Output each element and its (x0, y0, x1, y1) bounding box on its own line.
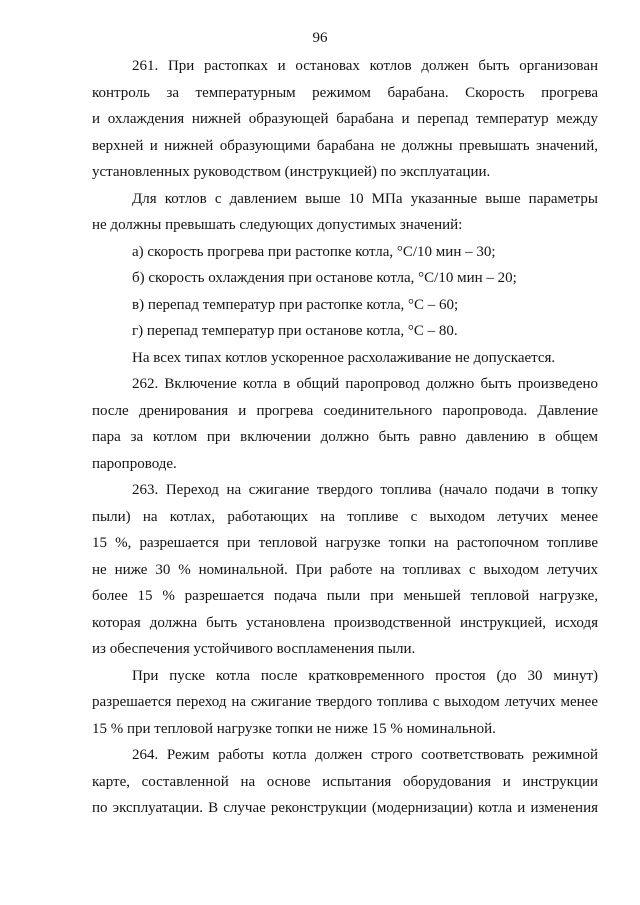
list-item-a (92, 239, 598, 266)
text-line: 262. Включение котла в общий паропровод должно быть произведено (132, 376, 598, 392)
text-line: а) скорость прогрева при растопке котла, °С/10 мин – 30; (132, 243, 496, 260)
text-line: г) перепад температур при останове котла, °С – 80. (132, 323, 458, 339)
list-item-g (92, 318, 598, 345)
text-line: 264. Режим работы котла должен строго соответствовать режимной (132, 747, 598, 763)
text-line: более 15 % разрешается подача пыли при меньшей тепловой нагрузке, (92, 588, 598, 604)
text-line: Для котлов с давлением выше 10 МПа указанные выше параметры (132, 190, 598, 207)
paragraph-263 (92, 477, 598, 663)
text-line: 15 %, разрешается при тепловой нагрузке топки на растопочном топливе (92, 535, 598, 551)
paragraph-261 (92, 53, 598, 186)
text-line: разрешается переход на сжигание твердого топлива с выходом летучих менее (92, 694, 598, 710)
paragraph-cooldown-note (92, 345, 598, 372)
text-line: которая должна быть установлена производственной инструкцией, исходя (92, 614, 598, 631)
page-number: 96 (312, 30, 328, 46)
text-line: в) перепад температур при растопке котла, °С – 60; (132, 296, 459, 313)
text-line: верхней и нижней образующими барабана не должны превышать значений, (92, 137, 598, 154)
page-body (92, 53, 598, 822)
text-line: 263. Переход на сжигание твердого топлива (начало подачи в топку (132, 482, 598, 498)
text-line: При пуске котла после кратковременного простоя (до 30 минут) (132, 667, 598, 684)
paragraph-264 (92, 742, 598, 822)
paragraph-short-downtime (92, 663, 598, 743)
text-line: б) скорость охлаждения при останове котла, °С/10 мин – 20; (132, 270, 517, 286)
paragraph-limits-intro (92, 186, 598, 239)
text-line: не должны превышать следующих допустимых значений: (92, 217, 463, 233)
text-line: не ниже 30 % номинальной. При работе на топливах с выходом летучих (92, 561, 598, 578)
text-line: установленных руководством (инструкцией) по эксплуатации. (92, 164, 491, 180)
text-line: контроль за температурным режимом барабана. Скорость прогрева (92, 84, 598, 101)
text-line: пара за котлом при включении должно быть равно давлению в общем (92, 429, 598, 445)
text-line: и охлаждения нижней образующей барабана и перепад температур между (92, 111, 598, 127)
text-line: после дренирования и прогрева соединительного паропровода. Давление (92, 402, 598, 419)
paragraph-262 (92, 371, 598, 477)
list-item-v (92, 292, 598, 319)
text-line: 15 % при тепловой нагрузке топки не ниже 15 % номинальной. (92, 720, 496, 737)
text-line: пыли) на котлах, работающих на топливе с выходом летучих менее (92, 508, 598, 525)
list-item-b (92, 265, 598, 292)
text-line: паропроводе. (92, 455, 177, 472)
text-line: На всех типах котлов ускоренное расхолаживание не допускается. (132, 349, 556, 366)
text-line: по эксплуатации. В случае реконструкции (модернизации) котла и изменения (92, 800, 598, 816)
text-line: 261. При растопках и остановах котлов должен быть организован (132, 58, 598, 74)
text-line: карте, составленной на основе испытания оборудования и инструкции (92, 773, 598, 790)
text-line: из обеспечения устойчивого воспламенения пыли. (92, 641, 416, 657)
